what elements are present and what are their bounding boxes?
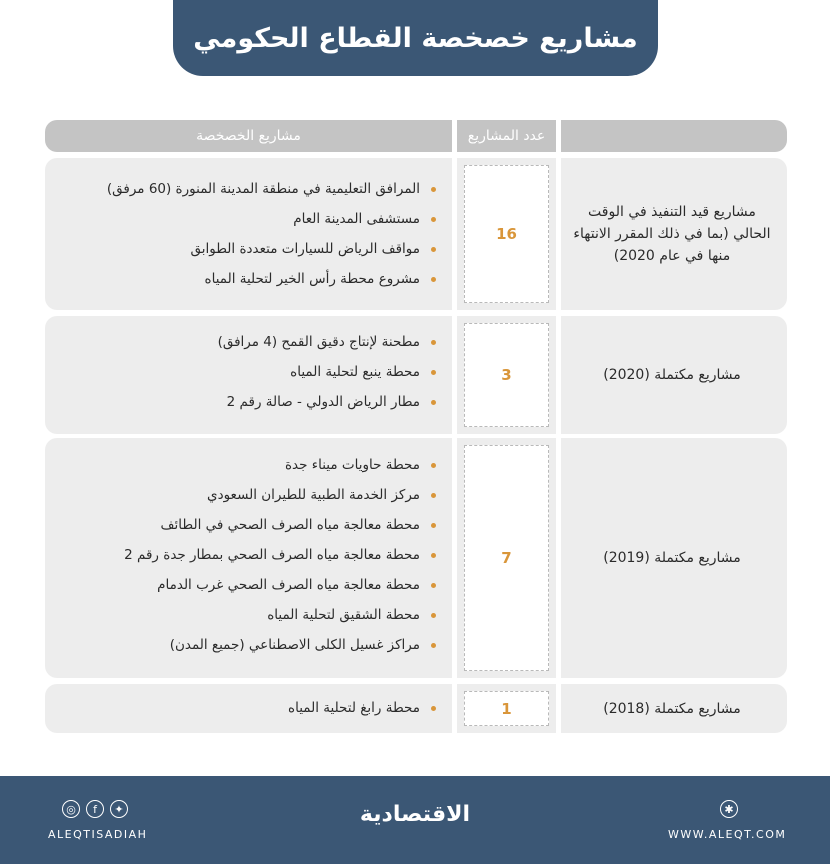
table-row xyxy=(45,684,787,733)
list-item: مطحنة لإنتاج دقيق القمح (4 مرافق) xyxy=(55,327,436,357)
social-handle: ALEQTISADIAH xyxy=(48,828,148,841)
list-item: محطة ينبع لتحلية المياه xyxy=(55,357,436,387)
list-item: محطة معالجة مياه الصرف الصحي في الطائف xyxy=(55,510,436,540)
table-row xyxy=(45,316,787,434)
title-banner xyxy=(173,0,658,76)
list-item: محطة معالجة مياه الصرف الصحي غرب الدمام xyxy=(55,570,436,600)
table-row xyxy=(45,438,787,678)
project-list xyxy=(55,327,436,417)
count-cell xyxy=(457,684,556,733)
list-item: المرافق التعليمية في منطقة المدينة المنورة (60 مرفق) xyxy=(55,174,436,204)
category-label: مشاريع مكتملة (2020) xyxy=(603,367,741,383)
project-count: 1 xyxy=(501,699,512,718)
header-count-label: عدد المشاريع xyxy=(467,128,546,144)
category-cell xyxy=(561,158,787,310)
project-count: 16 xyxy=(496,225,517,243)
header-projects-label: مشاريع الخصخصة xyxy=(196,128,301,144)
list-item: محطة رابغ لتحلية المياه xyxy=(55,693,436,723)
project-count: 7 xyxy=(501,549,512,567)
footer xyxy=(0,776,830,864)
header-category xyxy=(561,120,787,152)
category-cell xyxy=(561,316,787,434)
projects-cell xyxy=(45,158,452,310)
list-item: محطة الشقيق لتحلية المياه xyxy=(55,600,436,630)
projects-cell xyxy=(45,316,452,434)
count-cell xyxy=(457,158,556,310)
count-cell xyxy=(457,438,556,678)
instagram-icon[interactable]: ◎ xyxy=(62,800,80,818)
category-label: مشاريع مكتملة (2018) xyxy=(603,700,741,717)
list-item: محطة معالجة مياه الصرف الصحي بمطار جدة رقم 2 xyxy=(55,540,436,570)
list-item: مشروع محطة رأس الخير لتحلية المياه xyxy=(55,264,436,294)
header-count xyxy=(457,120,556,152)
header-projects xyxy=(45,120,452,152)
table-row xyxy=(45,158,787,310)
projects-cell xyxy=(45,684,452,733)
count-cell xyxy=(457,316,556,434)
project-list xyxy=(55,174,436,294)
page-title: مشاريع خصخصة القطاع الحكومي xyxy=(193,22,638,54)
category-cell xyxy=(561,684,787,733)
social-icons xyxy=(62,800,128,818)
category-label: مشاريع مكتملة (2019) xyxy=(603,550,741,566)
list-item: مراكز غسيل الكلى الاصطناعي (جميع المدن) xyxy=(55,630,436,660)
project-count: 3 xyxy=(501,366,512,384)
facebook-icon[interactable]: f xyxy=(86,800,104,818)
web-icon[interactable]: ✱ xyxy=(720,800,738,818)
list-item: مركز الخدمة الطبية للطيران السعودي xyxy=(55,480,436,510)
website-link[interactable]: WWW.ALEQT.COM xyxy=(668,828,787,841)
category-cell xyxy=(561,438,787,678)
list-item: مطار الرياض الدولي - صالة رقم 2 xyxy=(55,387,436,417)
list-item: مستشفى المدينة العام xyxy=(55,204,436,234)
twitter-icon[interactable]: ✦ xyxy=(110,800,128,818)
projects-cell xyxy=(45,438,452,678)
list-item: مواقف الرياض للسيارات متعددة الطوابق xyxy=(55,234,436,264)
list-item: محطة حاويات ميناء جدة xyxy=(55,450,436,480)
project-list xyxy=(55,693,436,723)
project-list xyxy=(55,450,436,660)
category-label: مشاريع قيد التنفيذ في الوقت الحالي (بما في ذلك المقرر الانتهاء منها في عام 2020) xyxy=(573,204,771,264)
brand-logo: الاقتصادية xyxy=(359,802,471,827)
